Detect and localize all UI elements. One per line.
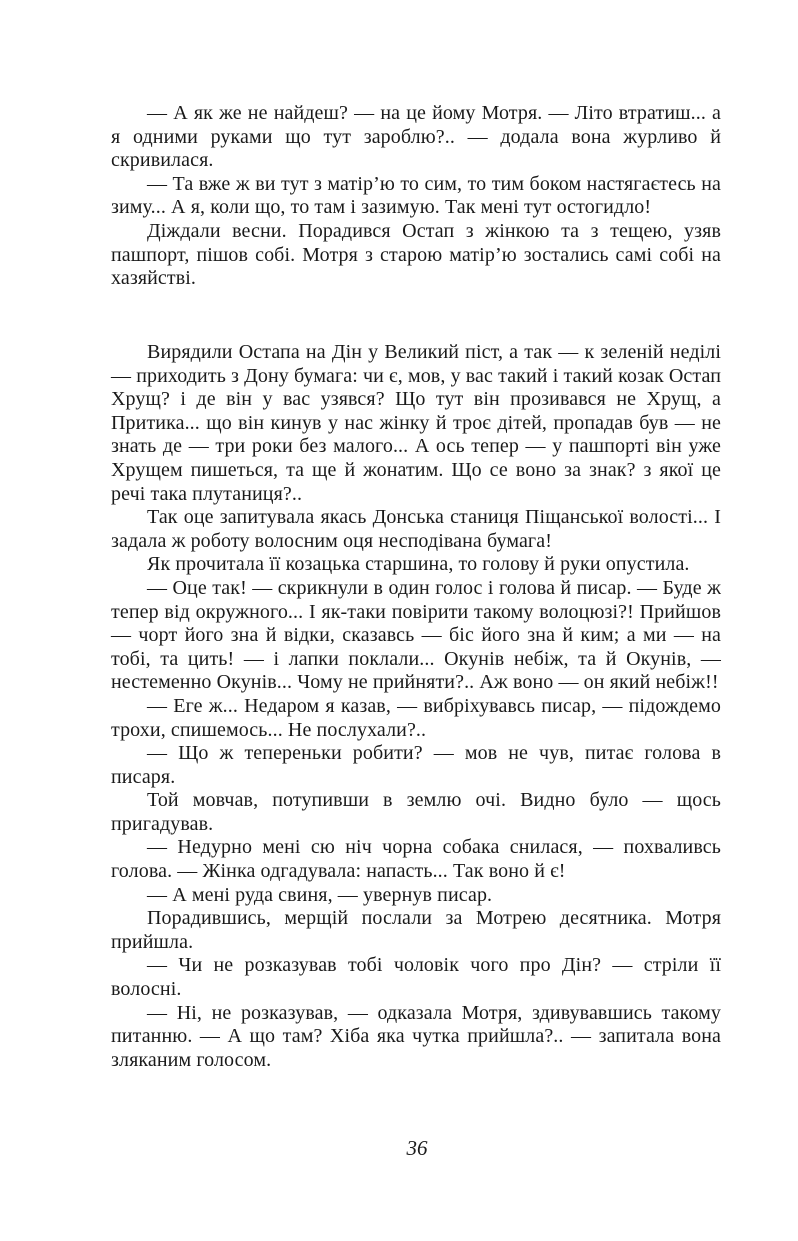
paragraph: Порадившись, мерщій послали за Мотрею десятника. Мотря прийшла. — [111, 907, 721, 953]
paragraph: Діждали весни. Порадився Остап з жінкою та з тещею, узяв пашпорт, пішов собі. Мотря з старою матір’ю зостались самі собі на хазяйстві. — [111, 219, 721, 290]
paragraph: Як прочитала її козацька старшина, то голову й руки опустила. — [147, 553, 690, 576]
paragraph: — А мені руда свиня, — увернув писар. — [147, 883, 493, 906]
paragraph: — А як же не найдеш? — на це йому Мотря. — Літо втратиш... а я одними руками що тут зароблю?.. — додала вона журливо й скривилася. — [111, 102, 721, 172]
paragraph: Вирядили Остапа на Дін у Великий піст, а так — к зеленій неділі — приходить з Дону бумага: чи є, мов, у вас такий і такий козак Остап Хрущ? і де він у вас узявся? Що тут він прозивався не Хрущ, а Притика... що він кинув у нас жінку й троє дітей, пропадав був — не знать де — три роки без малого... А ось тепер — у пашпорті він уже Хрущем пишеться, та ще й жонатим. Що се воно за знак? з якої це речі така плутаниця?.. — [111, 341, 721, 505]
paragraph: — Ні, не розказував, — одказала Мотря, здивувавшись такому питанню. — А що там? Хіба яка чутка прийшла?.. — запитала вона зляканим голосом. — [111, 1001, 721, 1071]
paragraph: — Оце так! — скрикнули в один голос і голова й писар. — Буде ж тепер від окружного... І як-таки повірити такому волоцюзі?! Прийшов — чорт його зна й відки, сказавсь — біс його зна й ким; а ми — на тобі, та цить! — і лапки поклали... Окунів небіж, та й Окунів, — нестеменно Окунів... Чому не прийняти?.. Аж воно — он який небіж!! — [111, 576, 721, 694]
page-number: 36 — [406, 1136, 428, 1160]
text-section-2 — [111, 341, 721, 1072]
paragraph: — Та вже ж ви тут з матір’ю то сим, то тим боком настягаєтесь на зиму... А я, коли що, то там і зазимую. Так мені тут остогидло! — [111, 172, 721, 219]
paragraph: — Еге ж... Недаром я казав, — вибріхувавсь писар, — підождемо трохи, спишемось... Не послухали?.. — [111, 694, 721, 741]
paragraph: Той мовчав, потупивши в землю очі. Видно було — щось пригадував. — [111, 789, 721, 835]
paragraph: — Чи не розказував тобі чоловік чого про Дін? — стріли її волосні. — [111, 954, 721, 1001]
paragraph: — Недурно мені сю ніч чорна собака снилася, — похваливсь голова. — Жінка одгадувала: напасть... Так воно й є! — [111, 836, 721, 883]
paragraph: Так оце запитувала якась Донська станиця Піщанської волості... І задала ж роботу волосним оця несподівана бумага! — [111, 506, 721, 552]
paragraph: — Що ж тепереньки робити? — мов не чув, питає голова в писаря. — [111, 742, 721, 788]
text-section-1 — [111, 102, 721, 291]
